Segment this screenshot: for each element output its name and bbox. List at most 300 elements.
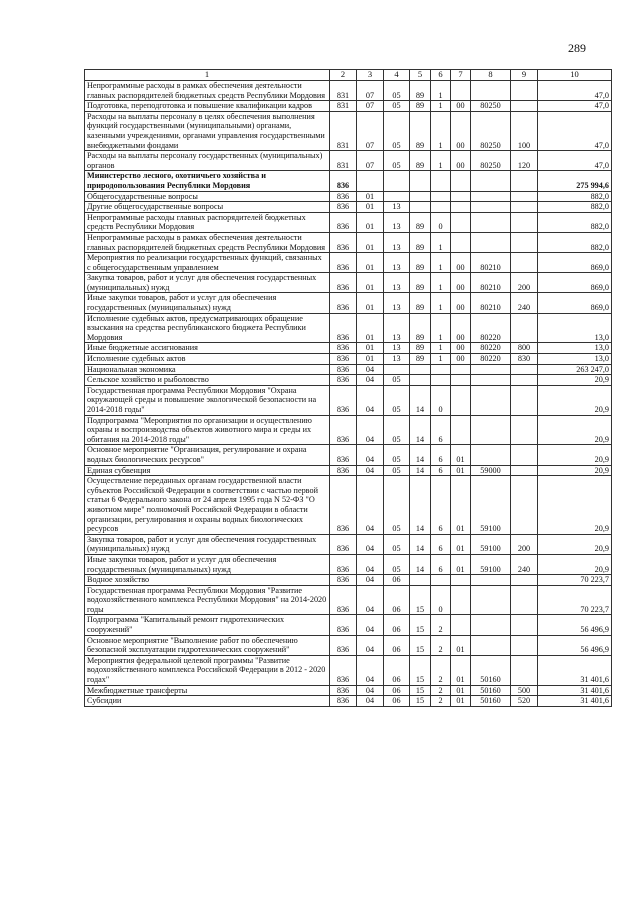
- code-section: 04: [357, 615, 384, 635]
- code-subsection: 05: [384, 476, 410, 535]
- code-subsection: 05: [384, 534, 410, 554]
- code-subsection: 05: [384, 445, 410, 465]
- code-direction: 59100: [471, 534, 511, 554]
- code-expense-type: [511, 585, 538, 615]
- row-name: Иные бюджетные ассигнования: [85, 343, 330, 354]
- code-expense-type: [511, 465, 538, 476]
- code-section: 04: [357, 554, 384, 574]
- code-direction: [471, 445, 511, 465]
- code-ministry: 836: [330, 655, 357, 685]
- code-expense-type: [511, 655, 538, 685]
- code-main-event: 01: [451, 635, 471, 655]
- code-expense-type: [511, 415, 538, 445]
- table-row: [85, 253, 612, 273]
- column-header: 2: [330, 70, 357, 81]
- row-name: Национальная экономика: [85, 364, 330, 375]
- code-section: 04: [357, 655, 384, 685]
- code-direction: 59100: [471, 554, 511, 574]
- code-subsection: 13: [384, 354, 410, 365]
- code-main-event: 01: [451, 465, 471, 476]
- row-name: Единая субвенция: [85, 465, 330, 476]
- code-section: 01: [357, 293, 384, 313]
- code-program: [410, 375, 431, 386]
- amount: 869,0: [538, 273, 612, 293]
- code-ministry: 836: [330, 635, 357, 655]
- table-row: [85, 685, 612, 696]
- code-subsection: [384, 191, 410, 202]
- code-expense-type: 240: [511, 293, 538, 313]
- code-section: 01: [357, 191, 384, 202]
- page-number: 289: [568, 41, 586, 55]
- code-direction: [471, 202, 511, 213]
- row-name: Другие общегосударственные вопросы: [85, 202, 330, 213]
- code-ministry: 831: [330, 151, 357, 171]
- code-ministry: 836: [330, 575, 357, 586]
- code-main-event: 00: [451, 343, 471, 354]
- header-row: [85, 70, 612, 81]
- code-ministry: 836: [330, 343, 357, 354]
- amount: 20,9: [538, 476, 612, 535]
- code-ministry: 836: [330, 313, 357, 343]
- code-section: 07: [357, 111, 384, 150]
- code-subprogram: 6: [431, 534, 451, 554]
- code-ministry: 836: [330, 476, 357, 535]
- code-ministry: 836: [330, 293, 357, 313]
- code-subsection: 06: [384, 585, 410, 615]
- code-subsection: 06: [384, 575, 410, 586]
- code-section: 01: [357, 202, 384, 213]
- code-direction: [471, 575, 511, 586]
- code-main-event: 00: [451, 111, 471, 150]
- code-subprogram: 2: [431, 685, 451, 696]
- code-subprogram: [431, 191, 451, 202]
- code-ministry: 836: [330, 364, 357, 375]
- amount: 869,0: [538, 253, 612, 273]
- code-ministry: 831: [330, 81, 357, 101]
- code-subprogram: 1: [431, 293, 451, 313]
- column-header: 7: [451, 70, 471, 81]
- code-program: 14: [410, 385, 431, 415]
- amount: 13,0: [538, 343, 612, 354]
- row-name: Расходы на выплаты персоналу государственных (муниципальных) органов: [85, 151, 330, 171]
- amount: 20,9: [538, 554, 612, 574]
- code-main-event: 01: [451, 655, 471, 685]
- amount: 882,0: [538, 232, 612, 252]
- table-row: [85, 364, 612, 375]
- code-ministry: 836: [330, 354, 357, 365]
- code-subprogram: 1: [431, 343, 451, 354]
- code-subsection: 13: [384, 273, 410, 293]
- code-direction: 50160: [471, 655, 511, 685]
- code-main-event: [451, 191, 471, 202]
- row-name: Подготовка, переподготовка и повышение квалификации кадров: [85, 101, 330, 112]
- row-name: Основное мероприятие "Выполнение работ по обеспечению безопасной эксплуатации гидротехнических сооружений": [85, 635, 330, 655]
- code-program: [410, 575, 431, 586]
- code-subprogram: 1: [431, 273, 451, 293]
- code-program: 89: [410, 253, 431, 273]
- table-row: [85, 202, 612, 213]
- code-main-event: [451, 415, 471, 445]
- amount: 31 401,6: [538, 655, 612, 685]
- code-expense-type: 800: [511, 343, 538, 354]
- code-program: 14: [410, 534, 431, 554]
- code-subsection: 13: [384, 253, 410, 273]
- code-program: [410, 364, 431, 375]
- table-body: [85, 81, 612, 707]
- column-header: 4: [384, 70, 410, 81]
- code-subprogram: 6: [431, 554, 451, 574]
- code-program: 14: [410, 445, 431, 465]
- code-program: 15: [410, 585, 431, 615]
- code-ministry: 836: [330, 385, 357, 415]
- code-expense-type: 500: [511, 685, 538, 696]
- code-section: 01: [357, 212, 384, 232]
- code-main-event: [451, 171, 471, 191]
- code-direction: [471, 171, 511, 191]
- code-expense-type: [511, 202, 538, 213]
- code-program: [410, 191, 431, 202]
- code-program: 14: [410, 415, 431, 445]
- row-name: Подпрограмма "Капитальный ремонт гидротехнических сооружений": [85, 615, 330, 635]
- code-ministry: 836: [330, 232, 357, 252]
- table-row: [85, 232, 612, 252]
- code-section: 04: [357, 534, 384, 554]
- row-name: Расходы на выплаты персоналу в целях обеспечения выполнения функций государственными (муниципальными) органами, казенными учреждениями, органами управления государственными внебюджетными фондами: [85, 111, 330, 150]
- code-direction: [471, 375, 511, 386]
- code-ministry: 831: [330, 111, 357, 150]
- code-direction: [471, 635, 511, 655]
- table-row: [85, 375, 612, 386]
- code-ministry: 836: [330, 554, 357, 574]
- code-subsection: 13: [384, 232, 410, 252]
- code-subsection: 05: [384, 101, 410, 112]
- code-expense-type: 200: [511, 534, 538, 554]
- code-ministry: 831: [330, 101, 357, 112]
- table-row: [85, 575, 612, 586]
- amount: 56 496,9: [538, 615, 612, 635]
- code-subprogram: 0: [431, 385, 451, 415]
- code-direction: [471, 615, 511, 635]
- row-name: Непрограммные расходы в рамках обеспечения деятельности главных распорядителей бюджетных средств Республики Мордовия: [85, 81, 330, 101]
- code-expense-type: [511, 81, 538, 101]
- code-direction: 80210: [471, 293, 511, 313]
- code-section: 04: [357, 375, 384, 386]
- code-subsection: [384, 171, 410, 191]
- code-subprogram: 2: [431, 615, 451, 635]
- code-program: 89: [410, 343, 431, 354]
- code-section: 07: [357, 81, 384, 101]
- code-expense-type: 120: [511, 151, 538, 171]
- code-direction: [471, 212, 511, 232]
- row-name: Иные закупки товаров, работ и услуг для обеспечения государственных (муниципальных) нужд: [85, 554, 330, 574]
- code-subsection: 13: [384, 202, 410, 213]
- code-subprogram: [431, 202, 451, 213]
- code-direction: 80220: [471, 354, 511, 365]
- amount: 275 994,6: [538, 171, 612, 191]
- code-ministry: 836: [330, 171, 357, 191]
- row-name: Непрограммные расходы в рамках обеспечения деятельности главных распорядителей бюджетных средств Республики Мордовия: [85, 232, 330, 252]
- table-row: [85, 445, 612, 465]
- table-row: [85, 534, 612, 554]
- column-header: 1: [85, 70, 330, 81]
- code-ministry: 836: [330, 534, 357, 554]
- row-name: Исполнение судебных актов, предусматривающих обращение взыскания на средства республиканского бюджета Республики Мордовия: [85, 313, 330, 343]
- code-main-event: 01: [451, 445, 471, 465]
- table-row: [85, 171, 612, 191]
- code-ministry: 836: [330, 202, 357, 213]
- code-program: 14: [410, 554, 431, 574]
- code-section: 01: [357, 343, 384, 354]
- code-expense-type: [511, 476, 538, 535]
- code-main-event: [451, 385, 471, 415]
- code-expense-type: [511, 364, 538, 375]
- code-subsection: 05: [384, 465, 410, 476]
- code-direction: 80220: [471, 343, 511, 354]
- code-main-event: [451, 585, 471, 615]
- code-main-event: [451, 375, 471, 386]
- code-subsection: 13: [384, 313, 410, 343]
- code-section: 07: [357, 151, 384, 171]
- code-direction: 80250: [471, 101, 511, 112]
- code-program: 15: [410, 685, 431, 696]
- code-subprogram: 1: [431, 151, 451, 171]
- code-main-event: [451, 202, 471, 213]
- code-program: 15: [410, 696, 431, 707]
- code-subprogram: 2: [431, 655, 451, 685]
- code-program: 89: [410, 354, 431, 365]
- row-name: Закупка товаров, работ и услуг для обеспечения государственных (муниципальных) нужд: [85, 273, 330, 293]
- code-subprogram: 2: [431, 635, 451, 655]
- code-direction: [471, 585, 511, 615]
- code-subsection: 05: [384, 415, 410, 445]
- code-section: 01: [357, 354, 384, 365]
- row-name: Межбюджетные трансферты: [85, 685, 330, 696]
- code-subprogram: [431, 575, 451, 586]
- code-expense-type: [511, 191, 538, 202]
- column-header: 10: [538, 70, 612, 81]
- code-program: [410, 202, 431, 213]
- table-row: [85, 191, 612, 202]
- code-subsection: 06: [384, 635, 410, 655]
- code-section: [357, 171, 384, 191]
- code-subprogram: [431, 364, 451, 375]
- amount: 47,0: [538, 101, 612, 112]
- code-direction: [471, 81, 511, 101]
- code-section: 04: [357, 585, 384, 615]
- code-direction: [471, 385, 511, 415]
- code-subsection: [384, 364, 410, 375]
- code-program: 15: [410, 615, 431, 635]
- code-subsection: 05: [384, 375, 410, 386]
- code-subprogram: 1: [431, 111, 451, 150]
- code-expense-type: [511, 232, 538, 252]
- row-name: Субсидии: [85, 696, 330, 707]
- table-row: [85, 111, 612, 150]
- code-direction: [471, 191, 511, 202]
- code-subprogram: [431, 375, 451, 386]
- row-name: Исполнение судебных актов: [85, 354, 330, 365]
- table-row: [85, 696, 612, 707]
- code-subprogram: 1: [431, 81, 451, 101]
- code-program: 89: [410, 212, 431, 232]
- code-section: 04: [357, 685, 384, 696]
- code-program: 14: [410, 465, 431, 476]
- code-subsection: 13: [384, 293, 410, 313]
- code-main-event: [451, 81, 471, 101]
- code-ministry: 836: [330, 415, 357, 445]
- code-subsection: 05: [384, 554, 410, 574]
- code-expense-type: 240: [511, 554, 538, 574]
- table-row: [85, 635, 612, 655]
- column-header: 3: [357, 70, 384, 81]
- code-subsection: 06: [384, 655, 410, 685]
- code-subprogram: 6: [431, 415, 451, 445]
- code-expense-type: 100: [511, 111, 538, 150]
- amount: 20,9: [538, 385, 612, 415]
- code-ministry: 836: [330, 465, 357, 476]
- code-main-event: [451, 232, 471, 252]
- code-main-event: 00: [451, 293, 471, 313]
- code-expense-type: 200: [511, 273, 538, 293]
- code-expense-type: [511, 171, 538, 191]
- code-expense-type: [511, 615, 538, 635]
- row-name: Министерство лесного, охотничьего хозяйства и природопользования Республики Мордовия: [85, 171, 330, 191]
- code-main-event: [451, 575, 471, 586]
- code-subprogram: 1: [431, 253, 451, 273]
- code-ministry: 836: [330, 445, 357, 465]
- code-expense-type: [511, 253, 538, 273]
- amount: 869,0: [538, 293, 612, 313]
- code-expense-type: [511, 385, 538, 415]
- code-program: 15: [410, 655, 431, 685]
- code-subsection: 13: [384, 343, 410, 354]
- row-name: Водное хозяйство: [85, 575, 330, 586]
- code-main-event: 01: [451, 476, 471, 535]
- code-program: [410, 171, 431, 191]
- code-subsection: 06: [384, 685, 410, 696]
- table-row: [85, 465, 612, 476]
- code-main-event: 00: [451, 354, 471, 365]
- code-expense-type: [511, 445, 538, 465]
- amount: 47,0: [538, 81, 612, 101]
- code-expense-type: [511, 101, 538, 112]
- code-direction: 80220: [471, 313, 511, 343]
- column-header: 6: [431, 70, 451, 81]
- row-name: Подпрограмма "Мероприятия по организации и осуществлению охраны и воспроизводства объектов животного мира и среды их обитания на 2014-2018 годы": [85, 415, 330, 445]
- code-section: 04: [357, 575, 384, 586]
- table-row: [85, 554, 612, 574]
- code-expense-type: [511, 212, 538, 232]
- code-ministry: 836: [330, 685, 357, 696]
- code-direction: 50160: [471, 685, 511, 696]
- code-subsection: 05: [384, 81, 410, 101]
- row-name: Основное мероприятие "Организация, регулирование и охрана водных биологических ресурсов": [85, 445, 330, 465]
- code-expense-type: [511, 375, 538, 386]
- code-main-event: 01: [451, 685, 471, 696]
- column-header: 9: [511, 70, 538, 81]
- code-direction: 80250: [471, 151, 511, 171]
- table-row: [85, 81, 612, 101]
- code-section: 01: [357, 273, 384, 293]
- code-subprogram: 1: [431, 313, 451, 343]
- code-subprogram: 1: [431, 354, 451, 365]
- code-ministry: 836: [330, 191, 357, 202]
- row-name: Мероприятия по реализации государственных функций, связанных с общегосударственным управлением: [85, 253, 330, 273]
- code-program: 89: [410, 151, 431, 171]
- code-section: 01: [357, 253, 384, 273]
- code-main-event: 01: [451, 696, 471, 707]
- row-name: Сельское хозяйство и рыболовство: [85, 375, 330, 386]
- row-name: Мероприятия федеральной целевой программы "Развитие водохозяйственного комплекса Российской Федерации в 2012 - 2020 годах": [85, 655, 330, 685]
- code-section: 01: [357, 313, 384, 343]
- table-row: [85, 151, 612, 171]
- code-subprogram: 1: [431, 232, 451, 252]
- table-row: [85, 615, 612, 635]
- code-direction: [471, 415, 511, 445]
- amount: 56 496,9: [538, 635, 612, 655]
- code-direction: 80250: [471, 111, 511, 150]
- code-section: 07: [357, 101, 384, 112]
- code-ministry: 836: [330, 585, 357, 615]
- code-program: 14: [410, 476, 431, 535]
- code-expense-type: 830: [511, 354, 538, 365]
- row-name: Общегосударственные вопросы: [85, 191, 330, 202]
- code-main-event: 00: [451, 101, 471, 112]
- amount: 882,0: [538, 191, 612, 202]
- code-direction: 59100: [471, 476, 511, 535]
- amount: 13,0: [538, 354, 612, 365]
- amount: 882,0: [538, 212, 612, 232]
- amount: 70 223,7: [538, 575, 612, 586]
- budget-table: [84, 69, 612, 707]
- table-row: [85, 354, 612, 365]
- code-subsection: 05: [384, 385, 410, 415]
- code-program: 89: [410, 232, 431, 252]
- code-subprogram: 0: [431, 585, 451, 615]
- amount: 31 401,6: [538, 696, 612, 707]
- code-subprogram: 1: [431, 101, 451, 112]
- table-row: [85, 476, 612, 535]
- code-direction: 59000: [471, 465, 511, 476]
- code-subprogram: [431, 171, 451, 191]
- code-program: 89: [410, 101, 431, 112]
- row-name: Закупка товаров, работ и услуг для обеспечения государственных (муниципальных) нужд: [85, 534, 330, 554]
- code-subprogram: 6: [431, 465, 451, 476]
- amount: 263 247,0: [538, 364, 612, 375]
- code-expense-type: [511, 313, 538, 343]
- code-subsection: 05: [384, 151, 410, 171]
- amount: 882,0: [538, 202, 612, 213]
- amount: 20,9: [538, 375, 612, 386]
- code-direction: 50160: [471, 696, 511, 707]
- table-row: [85, 313, 612, 343]
- code-section: 04: [357, 465, 384, 476]
- code-program: 89: [410, 111, 431, 150]
- code-ministry: 836: [330, 615, 357, 635]
- code-direction: [471, 364, 511, 375]
- code-program: 89: [410, 81, 431, 101]
- amount: 47,0: [538, 111, 612, 150]
- code-expense-type: 520: [511, 696, 538, 707]
- amount: 47,0: [538, 151, 612, 171]
- code-section: 04: [357, 385, 384, 415]
- code-subprogram: 0: [431, 212, 451, 232]
- table-row: [85, 585, 612, 615]
- table-row: [85, 385, 612, 415]
- table-row: [85, 293, 612, 313]
- table-row: [85, 101, 612, 112]
- code-program: 89: [410, 313, 431, 343]
